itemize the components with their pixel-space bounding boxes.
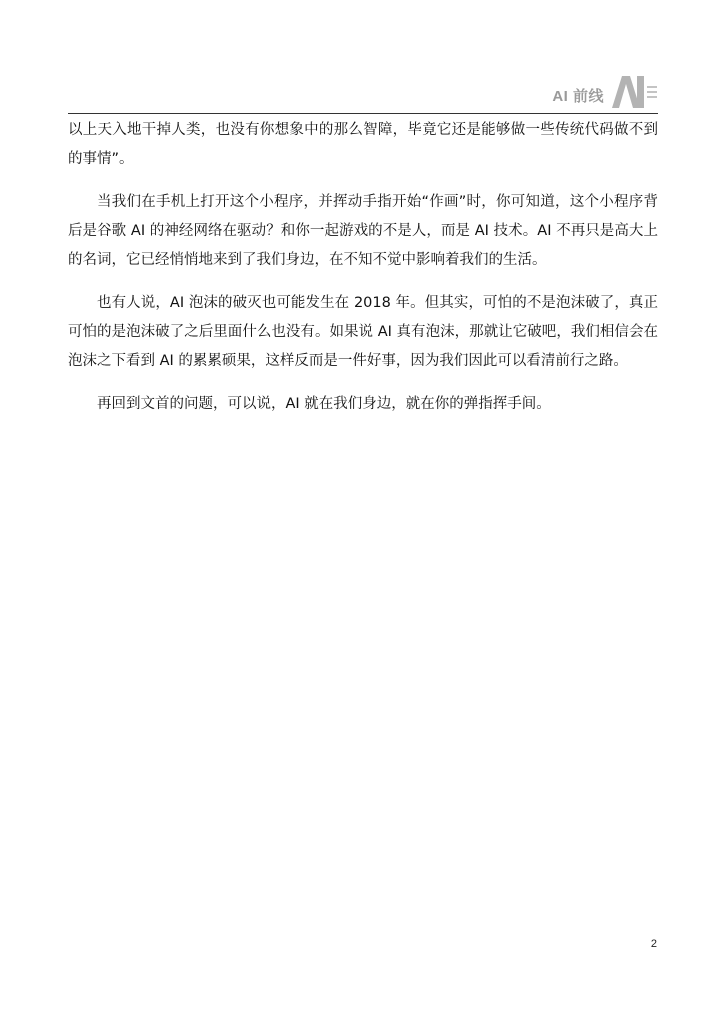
header-brand bbox=[552, 72, 658, 110]
ai-logo-icon bbox=[610, 72, 658, 110]
paragraph: 再回到文首的问题，可以说，AI 就在我们身边，就在你的弹指挥手间。 bbox=[97, 396, 551, 412]
brand-name: AI 前线 bbox=[552, 88, 604, 105]
paragraph: 以上天入地干掉人类，也没有你想象中的那么智障，毕竟它还是能够做一些传统代码做不到的事情”。 bbox=[68, 122, 658, 167]
page-number: 2 bbox=[650, 938, 657, 950]
header-divider bbox=[68, 113, 658, 114]
article-body bbox=[68, 116, 658, 433]
paragraph: 也有人说，AI 泡沫的破灭也可能发生在 2018 年。但其实，可怕的不是泡沫破了，真正可怕的是泡沫破了之后里面什么也没有。如果说 AI 真有泡沫，那就让它破吧，我们相信会在泡沫之下看到 AI 的累累硕果，这样反而是一件好事，因为我们因此可以看清前行之路。 bbox=[68, 295, 658, 369]
page-header bbox=[68, 72, 658, 116]
paragraph: 当我们在手机上打开这个小程序，并挥动手指开始“作画”时，你可知道，这个小程序背后是谷歌 AI 的神经网络在驱动？和你一起游戏的不是人，而是 AI 技术。AI 不再只是高大上的名词，它已经悄悄地来到了我们身边，在不知不觉中影响着我们的生活。 bbox=[68, 194, 658, 268]
